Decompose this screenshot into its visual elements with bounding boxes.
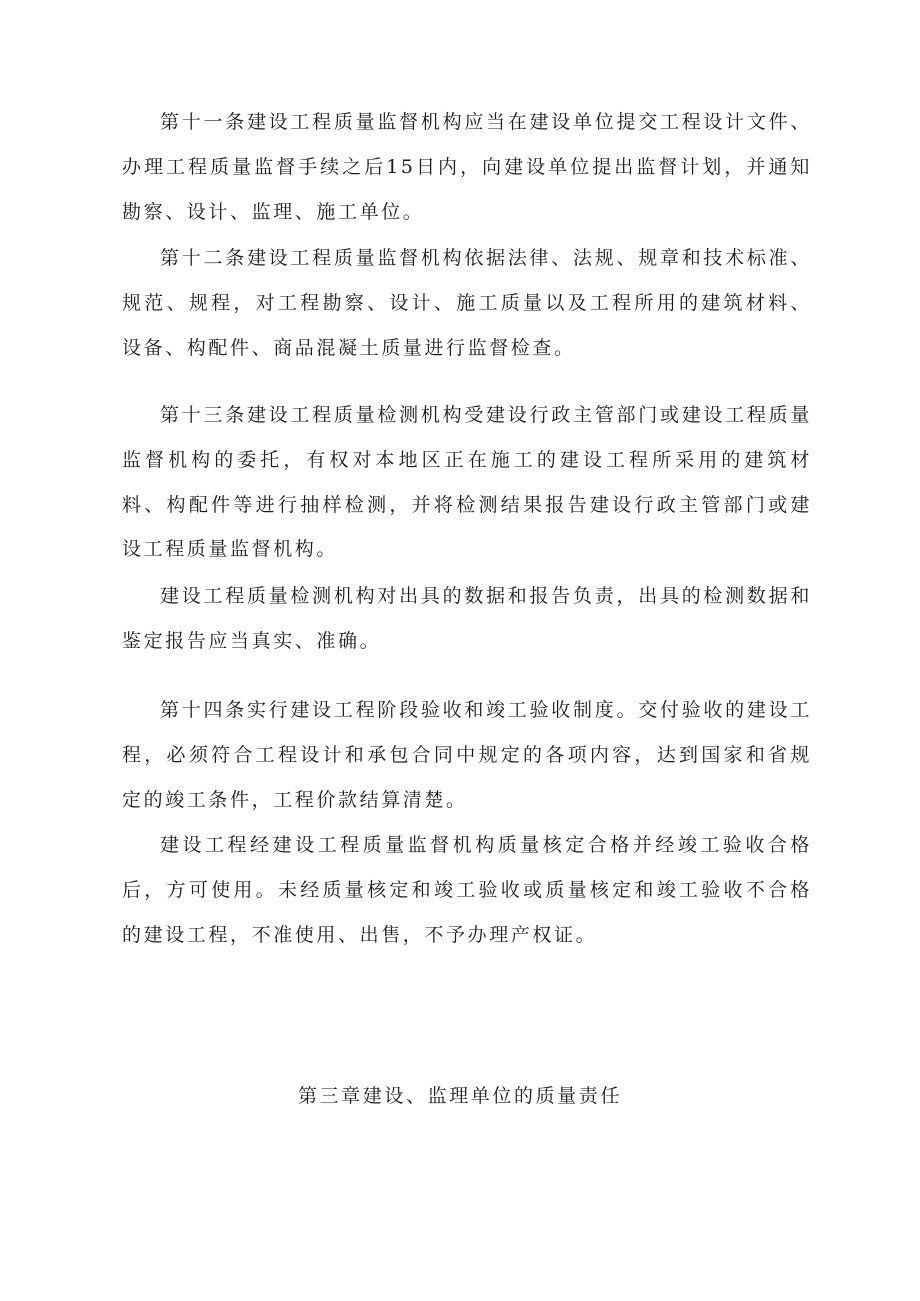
article-13-paragraph: 第十三条建设工程质量检测机构受建设行政主管部门或建设工程质量监督机构的委托，有权对本地区正在施工的建设工程所采用的建筑材料、构配件等进行抽样检测，并将检测结果报告建设行政主管部门或建设工程质量监督机构。: [122, 404, 812, 561]
article-13-continuation-paragraph: 建设工程质量检测机构对出具的数据和报告负责，出具的检测数据和鉴定报告应当真实、准确。: [122, 585, 812, 652]
chapter-heading: 第三章建设、监理单位的质量责任: [297, 1085, 622, 1107]
article-11-paragraph: 第十一条建设工程质量监督机构应当在建设单位提交工程设计文件、办理工程质量监督手续之后15日内，向建设单位提出监督计划，并通知勘察、设计、监理、施工单位。: [122, 111, 812, 223]
article-12-paragraph: 第十二条建设工程质量监督机构依据法律、法规、规章和技术标准、规范、规程，对工程勘察、设计、施工质量以及工程所用的建筑材料、设备、构配件、商品混凝土质量进行监督检查。: [122, 247, 812, 359]
article-14-continuation-paragraph: 建设工程经建设工程质量监督机构质量核定合格并经竣工验收合格后，方可使用。未经质量核定和竣工验收或质量核定和竣工验收不合格的建设工程，不准使用、出售，不予办理产权证。: [122, 834, 812, 946]
article-14-paragraph: 第十四条实行建设工程阶段验收和竣工验收制度。交付验收的建设工程，必须符合工程设计和承包合同中规定的各项内容，达到国家和省规定的竣工条件，工程价款结算清楚。: [122, 699, 812, 811]
